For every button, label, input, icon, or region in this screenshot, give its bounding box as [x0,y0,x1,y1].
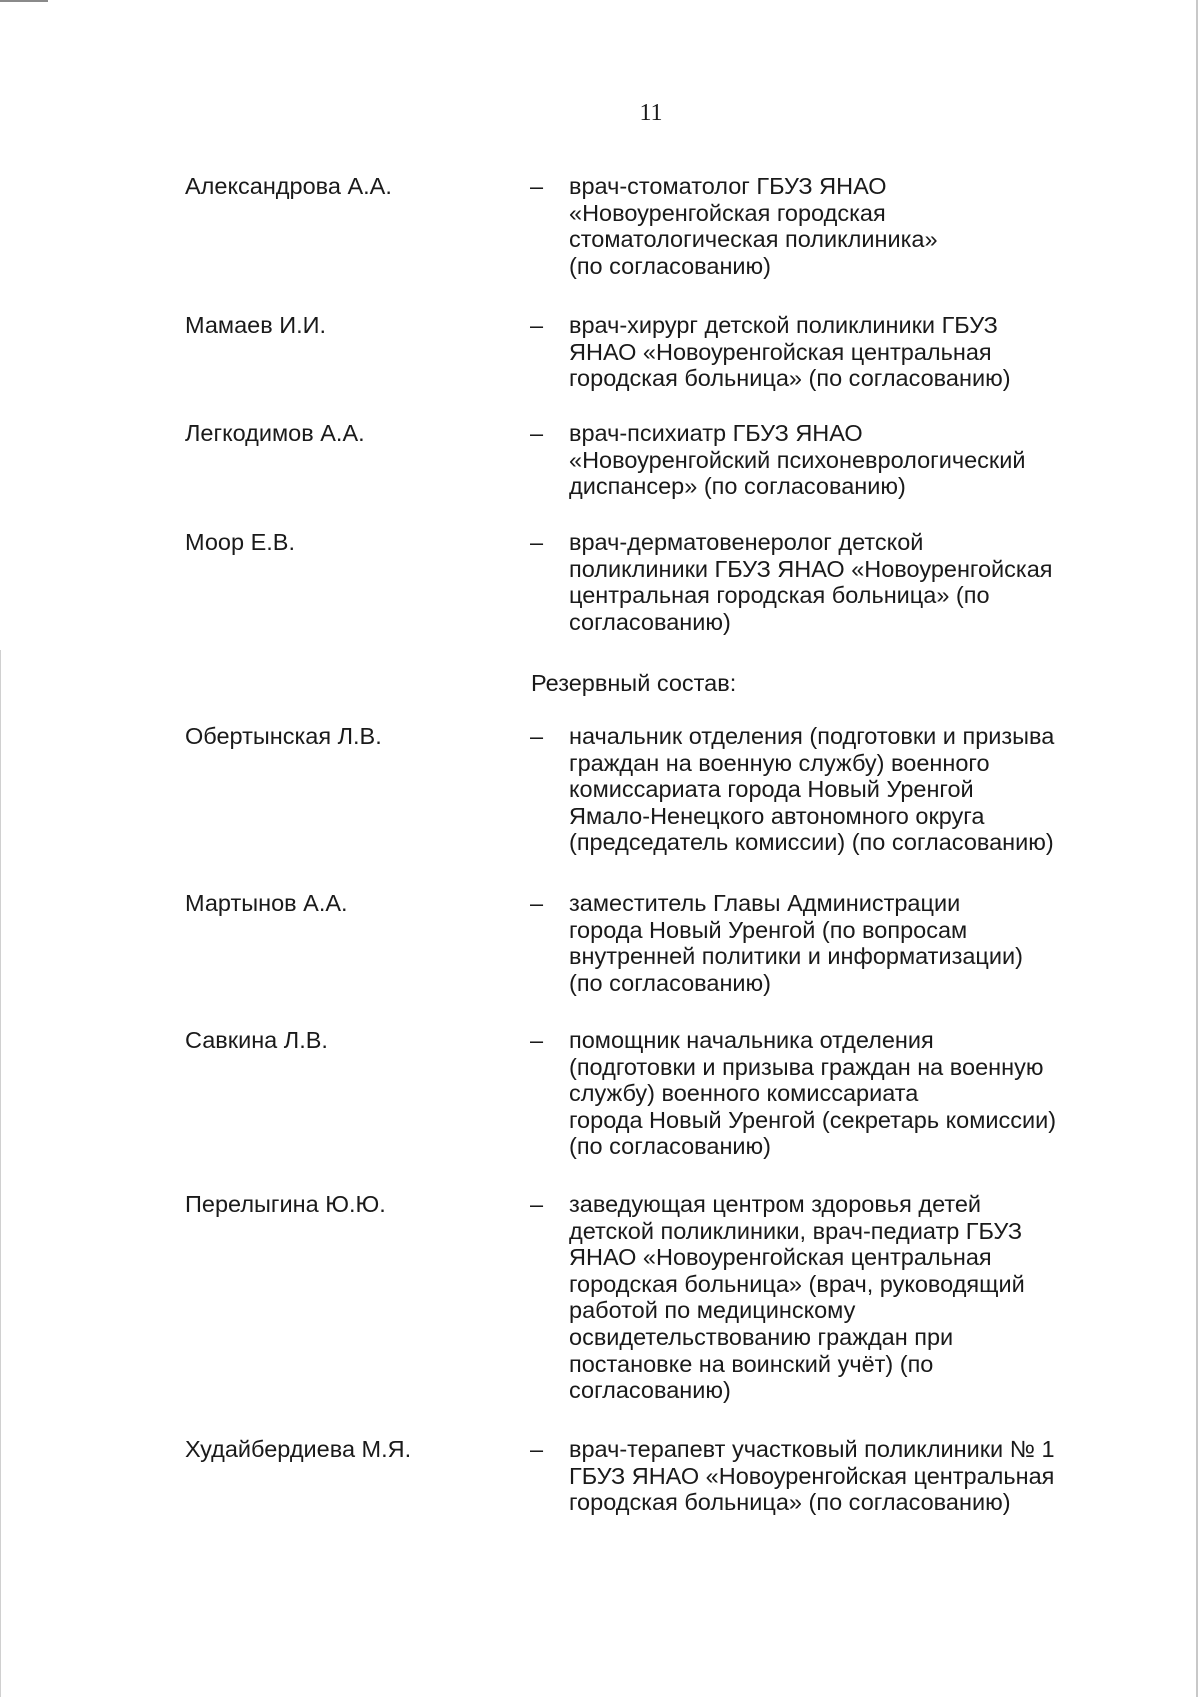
scan-edge-left [0,650,1,1697]
member-position-description [569,173,1109,279]
description-line: (по согласованию) [569,1133,771,1160]
description-line: заместитель Главы Администрации [569,890,961,916]
description-line: города Новый Уренгой (по вопросам [569,916,968,943]
entry-dash: – [530,723,544,749]
entry-dash: – [530,890,544,916]
member-name: Александрова А.А. [185,173,392,199]
description-line: (подготовки и призыва граждан на военную [569,1053,1044,1080]
description-line: (по согласованию) [569,252,771,279]
description-line: заведующая центром здоровья детей [569,1191,982,1217]
description-line: городская больница» (по согласованию) [569,1489,1011,1516]
member-position-description [569,890,1109,996]
member-name: Моор Е.В. [185,529,295,555]
description-line: (по согласованию) [569,969,771,996]
scan-edge-top [0,0,48,2]
description-line: Ямало-Ненецкого автономного округа [569,802,985,829]
member-name: Мамаев И.И. [185,312,327,338]
entry-dash: – [530,420,544,446]
page-number: 11 [639,100,663,126]
entry-dash: – [530,1027,544,1053]
scan-edge-right [1196,0,1198,1697]
description-line: «Новоуренгойская городская [569,199,886,226]
description-line: врач-психиатр ГБУЗ ЯНАО [569,420,863,446]
member-name: Легкодимов А.А. [185,420,365,446]
entry-dash: – [530,312,544,338]
description-line: согласованию) [569,1377,731,1404]
member-name: Худайбердиева М.Я. [185,1436,412,1462]
description-line: начальник отделения (подготовки и призыва [569,723,1055,749]
description-line: поликлиники ГБУЗ ЯНАО «Новоуренгойская [569,555,1053,582]
entry-dash: – [530,529,544,555]
description-line: ЯНАО «Новоуренгойская центральная [569,338,992,365]
description-line: города Новый Уренгой (секретарь комиссии) [569,1106,1057,1133]
description-line: врач-хирург детской поликлиники ГБУЗ [569,312,998,338]
member-position-description [569,1027,1109,1160]
member-position-description [569,420,1109,500]
description-line: городская больница» (врач, руководящий [569,1270,1025,1297]
description-line: работой по медицинскому [569,1297,856,1324]
description-line: врач-терапевт участковый поликлиники № 1 [569,1436,1055,1462]
description-line: диспансер» (по согласованию) [569,473,906,500]
description-line: освидетельствованию граждан при [569,1323,954,1350]
description-line: граждан на военную службу) военного [569,749,990,776]
reserve-composition-heading: Резервный состав: [531,670,737,696]
description-line: городская больница» (по согласованию) [569,365,1011,392]
description-line: комиссариата города Новый Уренгой [569,776,974,803]
entry-dash: – [530,173,544,199]
description-line: врач-стоматолог ГБУЗ ЯНАО [569,173,887,199]
description-line: помощник начальника отделения [569,1027,934,1053]
member-position-description [569,529,1109,635]
description-line: центральная городская больница» (по [569,582,990,609]
description-line: ЯНАО «Новоуренгойская центральная [569,1244,992,1271]
member-position-description [569,1191,1109,1404]
member-name: Перелыгина Ю.Ю. [185,1191,386,1217]
description-line: согласованию) [569,608,731,635]
description-line: (председатель комиссии) (по согласованию) [569,829,1054,856]
description-line: службу) военного комиссариата [569,1080,919,1107]
member-name: Савкина Л.В. [185,1027,328,1053]
member-position-description [569,312,1109,392]
description-line: врач-дерматовенеролог детской [569,529,924,555]
description-line: детской поликлиники, врач-педиатр ГБУЗ [569,1217,1023,1244]
entry-dash: – [530,1436,544,1462]
member-name: Мартынов А.А. [185,890,348,916]
member-name: Обертынская Л.В. [185,723,382,749]
description-line: «Новоуренгойский психоневрологический [569,446,1026,473]
description-line: стоматологическая поликлиника» [569,226,938,253]
entry-dash: – [530,1191,544,1217]
member-position-description [569,723,1109,856]
description-line: постановке на воинский учёт) (по [569,1350,934,1377]
member-position-description [569,1436,1109,1516]
description-line: внутренней политики и информатизации) [569,943,1023,970]
description-line: ГБУЗ ЯНАО «Новоуренгойская центральная [569,1462,1055,1489]
